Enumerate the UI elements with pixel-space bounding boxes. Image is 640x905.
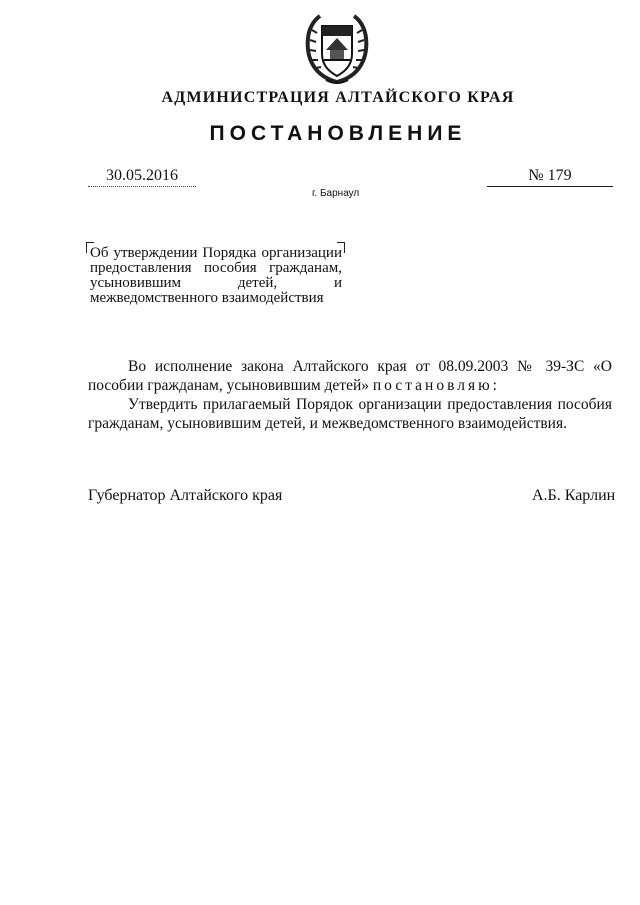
document-subject: Об утверждении Порядка организации предоставления пособия гражданам, усыновившим детей, и межведомственного взаимодействия bbox=[90, 245, 342, 306]
document-city: г. Барнаул bbox=[312, 188, 360, 199]
signatory-title: Губернатор Алтайского края bbox=[88, 487, 283, 504]
document-number: № 179 bbox=[487, 167, 613, 187]
coat-of-arms-icon bbox=[302, 10, 372, 86]
body-paragraph-1-text: Во исполнение закона Алтайского края от 08.09.2003 № 39-ЗС «О пособии гражданам, усыновившим детей» bbox=[88, 358, 612, 394]
decree-word: постановляю: bbox=[372, 377, 500, 394]
organization-name: АДМИНИСТРАЦИЯ АЛТАЙСКОГО КРАЯ bbox=[161, 89, 515, 106]
body-paragraph-1 bbox=[88, 357, 612, 395]
signatory-name: А.Б. Карлин bbox=[532, 487, 616, 504]
body-paragraph-2: Утвердить прилагаемый Порядок организации предоставления пособия гражданам, усыновившим детей, и межведомственного взаимодействия. bbox=[88, 396, 612, 432]
document-type-title: ПОСТАНОВЛЕНИЕ bbox=[209, 122, 467, 145]
document-date: 30.05.2016 bbox=[88, 167, 196, 187]
